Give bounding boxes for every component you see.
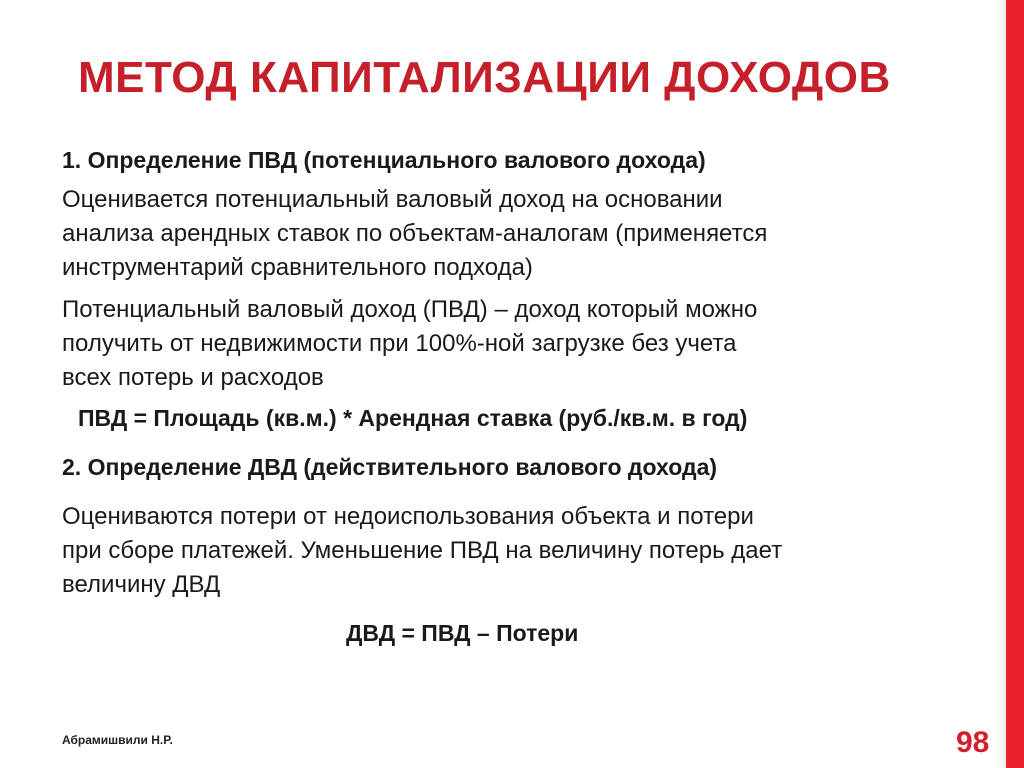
- formula-pvd: ПВД = Площадь (кв.м.) * Арендная ставка (руб./кв.м. в год): [78, 405, 748, 431]
- text-line: Оцениваются потери от недоиспользования объекта и потери: [62, 503, 754, 530]
- text-line: анализа арендных ставок по объектам-аналогам (применяется: [62, 220, 768, 247]
- accent-bar-shadow: [998, 0, 1006, 768]
- author-name: Абрамишвили Н.Р.: [62, 733, 173, 747]
- section2-paragraph: [62, 500, 942, 602]
- text-line: Оценивается потенциальный валовый доход на основании: [62, 186, 723, 213]
- text-line: инструментарий сравнительного подхода): [62, 254, 533, 281]
- formula-dvd: ДВД = ПВД – Потери: [346, 620, 579, 646]
- text-line: получить от недвижимости при 100%-ной загрузке без учета: [62, 330, 737, 357]
- accent-bar: [1006, 0, 1024, 768]
- section2-heading: 2. Определение ДВД (действительного валового дохода): [62, 454, 718, 480]
- section1-paragraph2: [62, 293, 942, 395]
- text-line: при сборе платежей. Уменьшение ПВД на величину потерь дает: [62, 537, 783, 564]
- section1-heading: 1. Определение ПВД (потенциального валового дохода): [62, 147, 706, 173]
- text-line: величину ДВД: [62, 571, 221, 598]
- text-line: Потенциальный валовый доход (ПВД) – доход который можно: [62, 296, 758, 323]
- page-number: 98: [956, 726, 990, 759]
- slide-title: МЕТОД КАПИТАЛИЗАЦИИ ДОХОДОВ: [78, 53, 891, 102]
- text-line: всех потерь и расходов: [62, 364, 324, 391]
- section1-paragraph1: [62, 183, 942, 285]
